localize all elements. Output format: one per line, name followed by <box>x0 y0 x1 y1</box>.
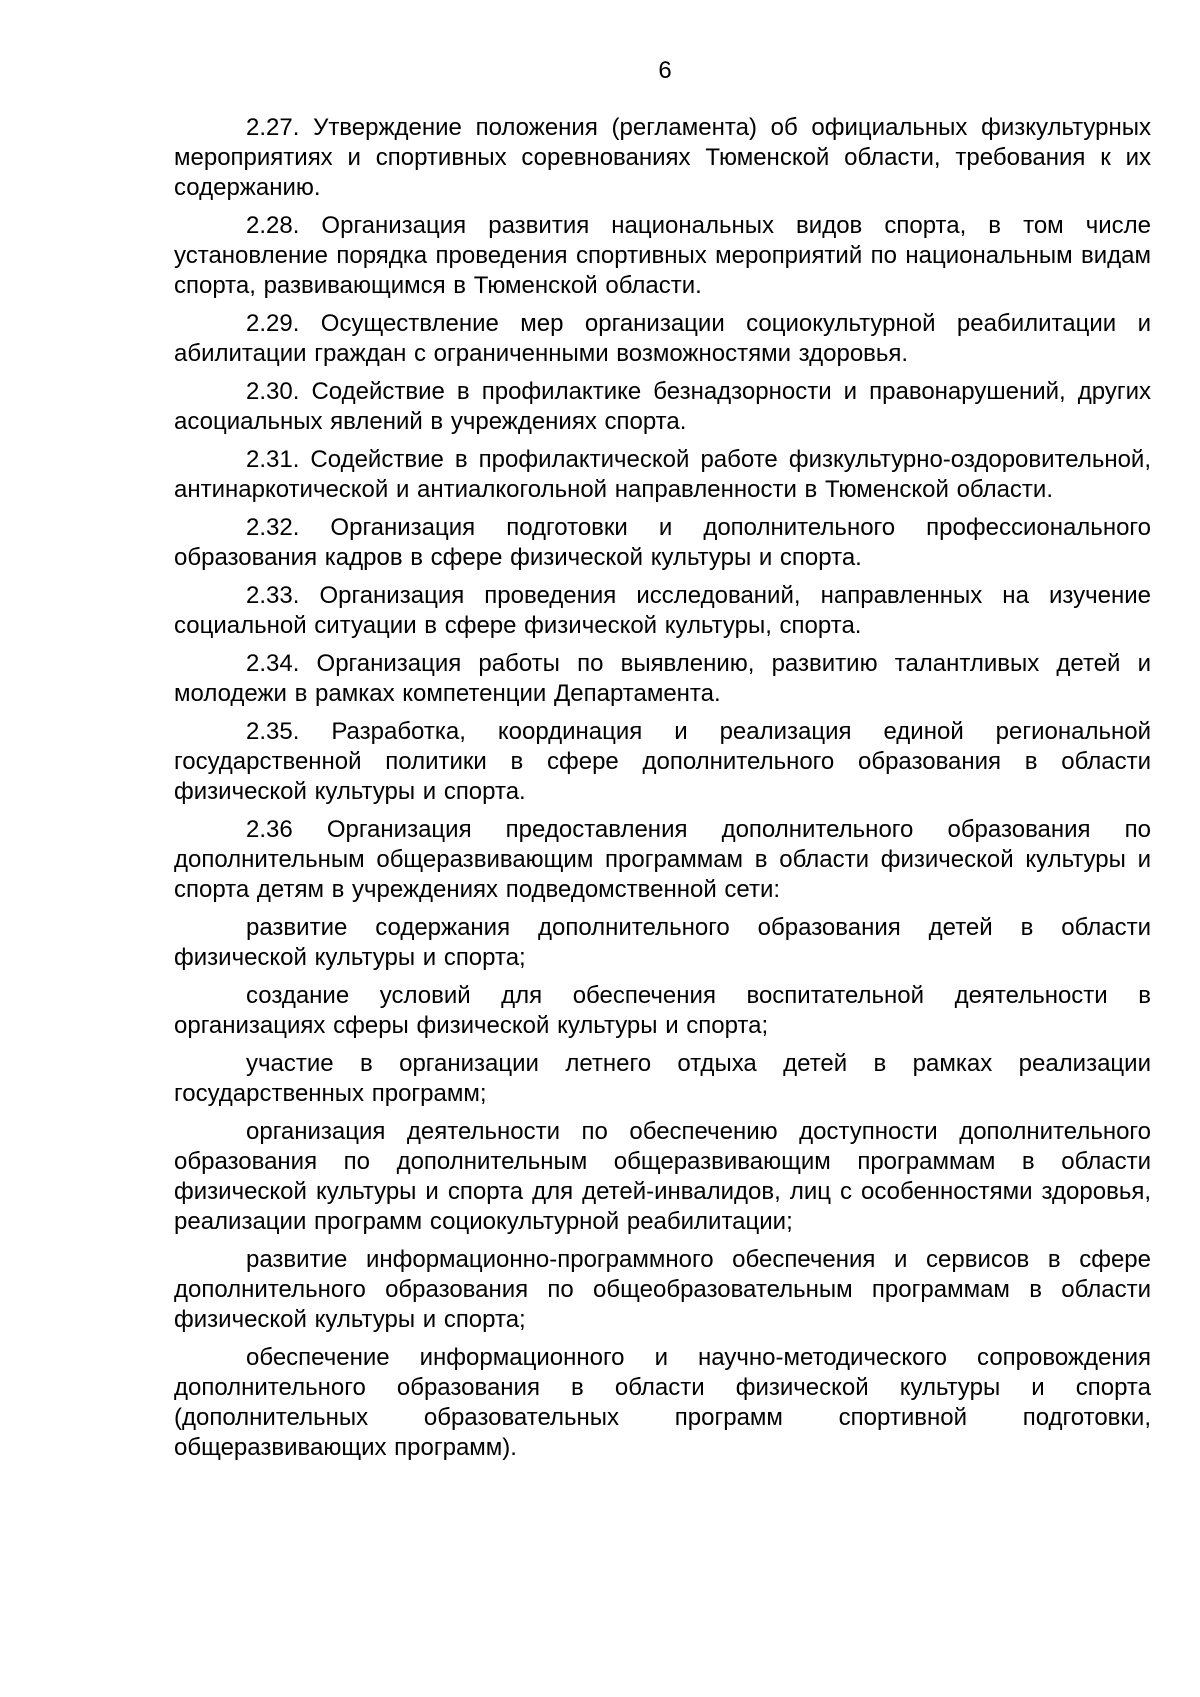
paragraph-2-31: 2.31. Содействие в профилактической работе физкультурно-оздоровительной, антинаркотической и антиалкогольной направленности в Тюменской области. <box>174 446 1151 503</box>
list-item-content-development: развитие содержания дополнительного образования детей в области физической культуры и спорта; <box>174 914 1151 971</box>
paragraph-2-36: 2.36 Организация предоставления дополнительного образования по дополнительным общеразвивающим программам в области физической культуры и спорта детям в учреждениях подведомственной сети: <box>174 816 1151 903</box>
paragraph-2-32: 2.32. Организация подготовки и дополнительного профессионального образования кадров в сфере физической культуры и спорта. <box>174 514 1151 571</box>
document-body <box>174 113 1151 1471</box>
list-item-accessibility: организация деятельности по обеспечению доступности дополнительного образования по дополнительным общеразвивающим программам в области физической культуры и спорта для детей-инвалидов, лиц с особенностями здоровья, реализации программ социокультурной реабилитации; <box>174 1118 1151 1235</box>
list-item-methodological-support: обеспечение информационного и научно-методического сопровождения дополнительного образования в области физической культуры и спорта (дополнительных образовательных программ спортивной подготовки, общеразвивающих программ). <box>174 1344 1151 1461</box>
paragraph-2-29: 2.29. Осуществление мер организации социокультурной реабилитации и абилитации граждан с ограниченными возможностями здоровья. <box>174 310 1151 367</box>
paragraph-2-35: 2.35. Разработка, координация и реализация единой региональной государственной политики в сфере дополнительного образования в области физической культуры и спорта. <box>174 718 1151 805</box>
paragraph-2-27: 2.27. Утверждение положения (регламента) об официальных физкультурных мероприятиях и спортивных соревнованиях Тюменской области, требования к их содержанию. <box>174 114 1151 201</box>
paragraph-2-28: 2.28. Организация развития национальных видов спорта, в том числе установление порядка проведения спортивных мероприятий по национальным видам спорта, развивающимся в Тюменской области. <box>174 212 1151 299</box>
page-number: 6 <box>658 57 672 84</box>
paragraph-2-33: 2.33. Организация проведения исследований, направленных на изучение социальной ситуации в сфере физической культуры, спорта. <box>174 582 1151 639</box>
list-item-information-software: развитие информационно-программного обеспечения и сервисов в сфере дополнительного образования по общеобразовательным программам в области физической культуры и спорта; <box>174 1246 1151 1333</box>
paragraph-2-34: 2.34. Организация работы по выявлению, развитию талантливых детей и молодежи в рамках компетенции Департамента. <box>174 650 1151 707</box>
paragraph-2-30: 2.30. Содействие в профилактике безнадзорности и правонарушений, других асоциальных явлений в учреждениях спорта. <box>174 378 1151 435</box>
list-item-educational-conditions: создание условий для обеспечения воспитательной деятельности в организациях сферы физической культуры и спорта; <box>174 982 1151 1039</box>
list-item-summer-recreation: участие в организации летнего отдыха детей в рамках реализации государственных программ; <box>174 1050 1151 1107</box>
